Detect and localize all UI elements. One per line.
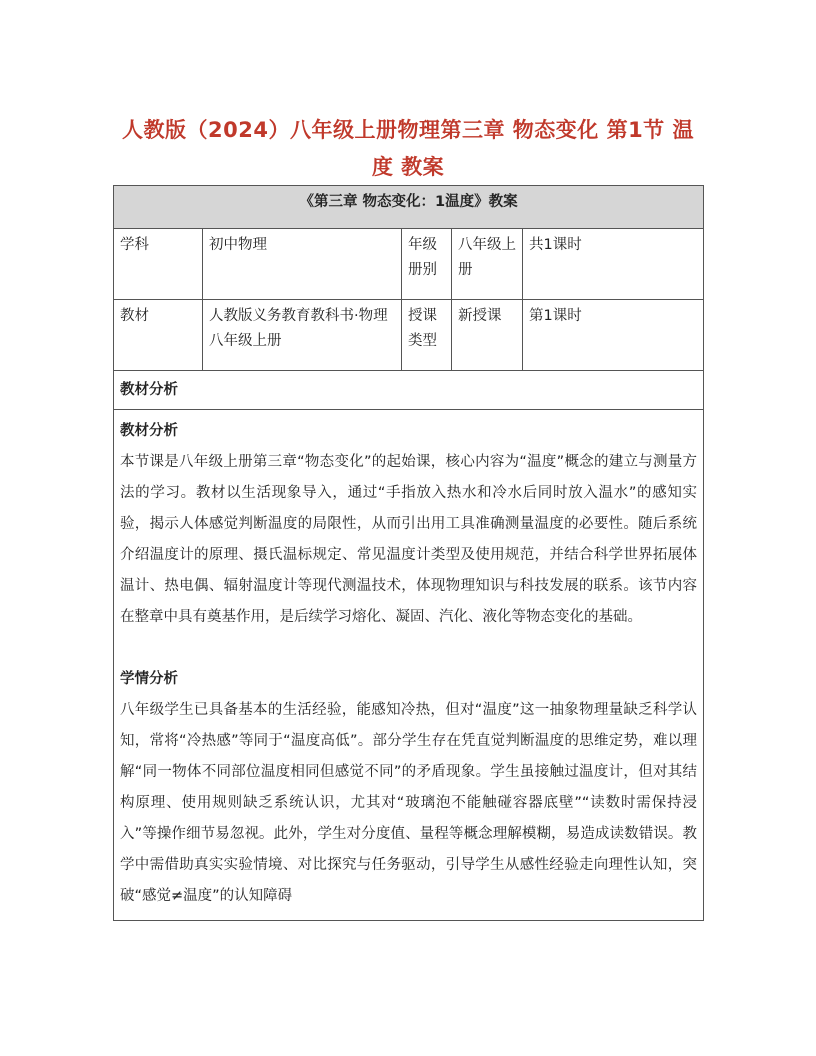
students-heading: 学情分析 — [120, 671, 178, 687]
document-title: 人教版（2024）八年级上册物理第三章 物态变化 第1节 温度 教案 — [122, 118, 694, 179]
subject-row — [114, 229, 704, 300]
students-text: 八年级学生已具备基本的生活经验，能感知冷热，但对“温度”这一抽象物理量缺乏科学认知，常将“冷热感”等同于“温度高低”。部分学生存在凭直觉判断温度的思维定势，难以理解“同一物体不同部位温度相同但感觉不同”的矛盾现象。学生虽接触过温度计，但对其结构原理、使用规则缺乏系统认识，尤其对“玻璃泡不能触碰容器底壁”“读数时需保持浸入”等操作细节易忽视。此外，学生对分度值、量程等概念理解模糊，易造成读数错误。教学中需借助真实实验情境、对比探究与任务驱动，引导学生从感性经验走向理性认知，突破“感觉≠温度”的认知障碍 — [120, 702, 698, 904]
grade-label: 年级册别 — [402, 229, 452, 300]
subject-label: 学科 — [114, 229, 203, 300]
paragraph-gap — [120, 633, 697, 664]
textbook-value: 人教版义务教育教科书·物理八年级上册 — [203, 300, 402, 371]
lesson-number: 第1课时 — [523, 300, 704, 371]
section-row — [114, 371, 704, 410]
subject-value: 初中物理 — [203, 229, 402, 300]
analysis-row — [114, 410, 704, 921]
total-hours: 共1课时 — [523, 229, 704, 300]
analysis-cell — [114, 410, 704, 921]
lesson-type-label: 授课类型 — [402, 300, 452, 371]
table-header-row — [114, 186, 704, 229]
lesson-type-value: 新授课 — [452, 300, 523, 371]
table-header: 《第三章 物态变化：1温度》教案 — [114, 186, 704, 229]
grade-value: 八年级上册 — [452, 229, 523, 300]
section-title: 教材分析 — [114, 371, 704, 410]
textbook-row — [114, 300, 704, 371]
lesson-plan-table — [113, 185, 704, 921]
textbook-label: 教材 — [114, 300, 203, 371]
analysis-text: 本节课是八年级上册第三章“物态变化”的起始课，核心内容为“温度”概念的建立与测量方法的学习。教材以生活现象导入，通过“手指放入热水和冷水后同时放入温水”的感知实验，揭示人体感觉判断温度的局限性，从而引出用工具准确测量温度的必要性。随后系统介绍温度计的原理、摄氏温标规定、常见温度计类型及使用规范，并结合科学世界拓展体温计、热电偶、辐射温度计等现代测温技术，体现物理知识与科技发展的联系。该节内容在整章中具有奠基作用，是后续学习熔化、凝固、汽化、液化等物态变化的基础。 — [120, 454, 698, 625]
analysis-heading: 教材分析 — [120, 423, 178, 439]
